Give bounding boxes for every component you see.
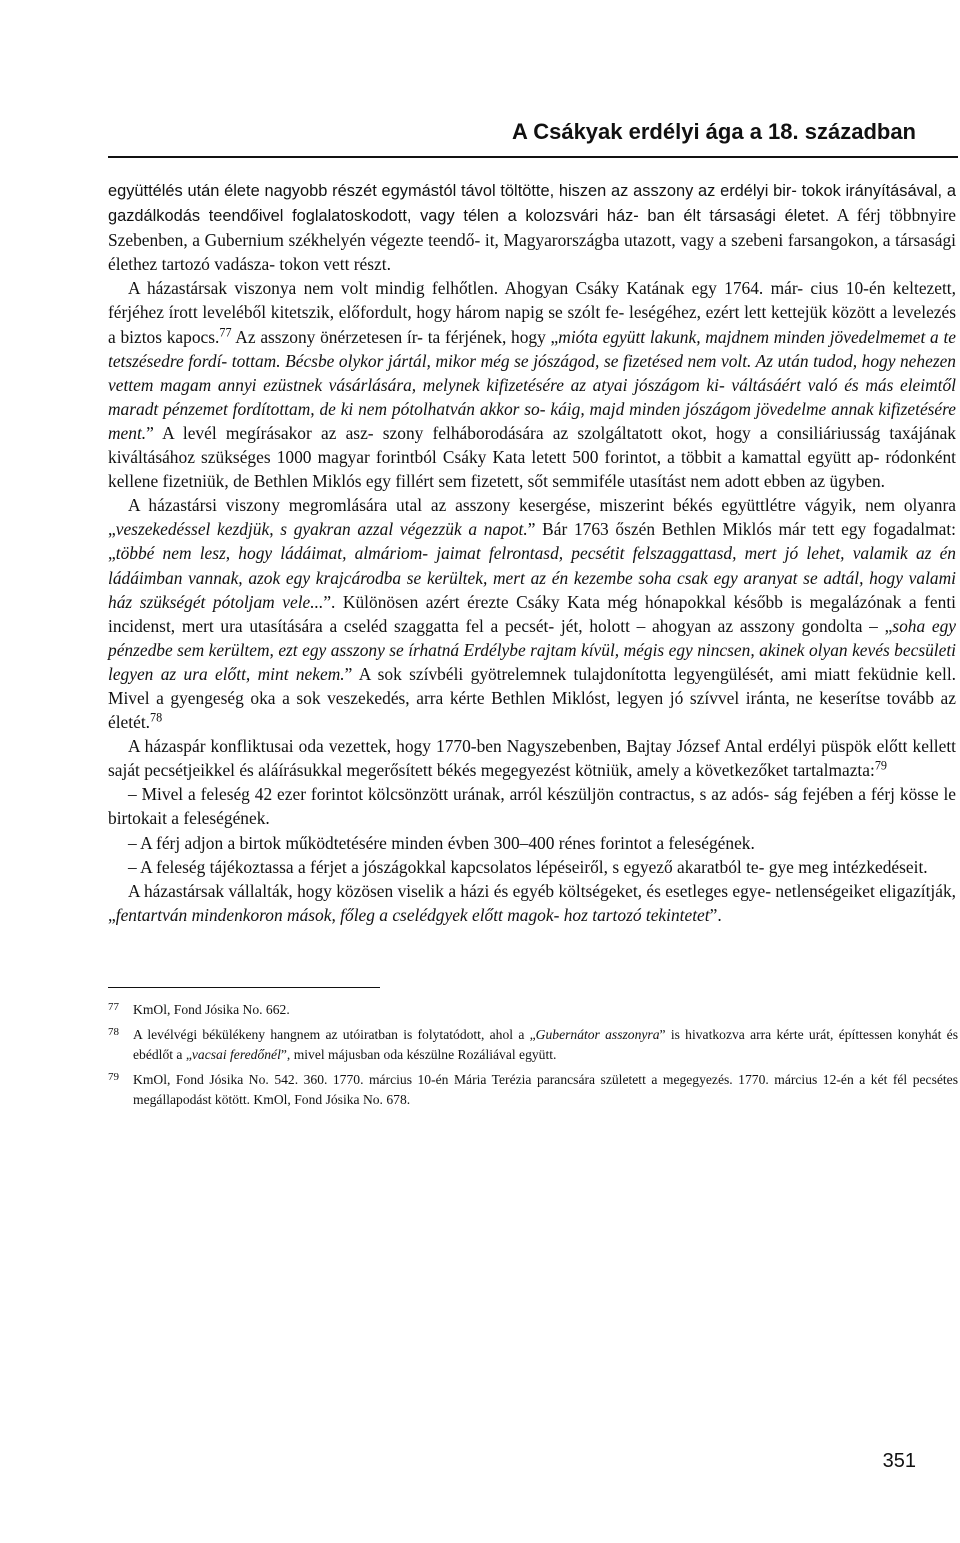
footnote-78-text-b: ” is hivatkozva arra kérte urát, építtessen konyhát és ebédlőt a „ <box>133 1027 958 1062</box>
paragraph-3-text-c: ”. Különösen azért érezte Csáky Kata még hónapokkal később is megalázónak a fenti incidenst, mert ura utasítására a cseléd szaggatta fel a pecsét- jét, holott – ahogyan az asszony gondolta – „ <box>108 591 956 636</box>
paragraph-3-text-a: A házastársi viszony megromlására utal az asszony kesergése, miszerint békés együttlétre vágyik, nem olyanra „ <box>108 495 956 540</box>
paragraph-4 <box>108 734 956 782</box>
footnote-text <box>133 1025 958 1065</box>
paragraph-8-text-b: ”. <box>709 904 722 925</box>
list-item-3: – A feleség tájékoztassa a férjet a jószágokkal kapcsolatos lépéseiről, s egyező akaratból te- gye meg intézkedéseit. <box>128 856 928 877</box>
paragraph-8-text-a: A házastársak vállalták, hogy közösen viselik a házi és egyéb költségeket, és esetleges egye- netlenségeiket eligazítják, „ <box>108 880 956 925</box>
quote-letter-3: többé nem lesz, hogy ládáimat, almáriom- jaimat felrontasd, pecsétit felszaggattasd, mert jó lehet, valamik az én ládáimban vannak, azok egy krajcárodba se kerültek, mert az én kezembe soha csak egy aranyat se adtál, hogy valami ház szükségét pótoljam vele... <box>108 543 956 612</box>
quote-letter-1: mióta együtt lakunk, majdnem minden jövedelmemet a te tetszésedre fordí- tottam. Bécsbe olykor jártál, mikor még se jószágod, se fizetésed nem volt. Az után tudod, hogy nehezen vettem magam annyi ezüstnek vásárlására, melynek kifizetésére az atyai jószágom ki- váltásáért való és más eleimtől maradt pénzemet fordítottam, de ki nem pótolhatván akkor so- káig, majd minden jószágom jövedelme annak kifizetésére ment. <box>108 326 957 443</box>
paragraph-8 <box>108 879 956 927</box>
paragraph-4-text: A házaspár konfliktusai oda vezettek, hogy 1770-ben Nagyszebenben, Bajtay József Antal erdélyi püspök előtt kellett saját pecsétjeikkel és aláírásukkal megerősített békés megegyezést kötniük, amely a következőket tartalmazta: <box>108 736 956 781</box>
paragraph-1-text-b: A férj többnyire Szebenben, a Gubernium székhelyén végezte teendő- it, Magyarországba utazott, vagy a szebeni farsangokon, a társasági élethez tartozó vadásza- tokon vett részt. <box>108 205 956 275</box>
footnote-ref-77: 77 <box>219 324 232 339</box>
footnote-79 <box>108 1070 958 1110</box>
footnote-number-77: 77 <box>108 1001 119 1014</box>
header-rule <box>108 156 958 158</box>
footnote-number <box>108 1025 133 1065</box>
list-item-1: – Mivel a feleség 42 ezer forintot kölcsönzött urának, arról készüljön contractus, s az adós- ság fejében a férj kösse le birtokait a feleségének. <box>108 784 956 829</box>
paragraph-2 <box>108 276 956 493</box>
paragraph-3 <box>108 493 956 734</box>
footnote-78-text-c: ”, mivel májusban oda készülne Rozáliával együtt. <box>280 1047 557 1062</box>
footnote-ref-79: 79 <box>874 758 887 773</box>
paragraph-2-text-a: A házastársak viszonya nem volt mindig felhőtlen. Ahogyan Csáky Katának egy 1764. már- cius 10-én keltezett, férjéhez írott leveléből kitetszik, előfordult, hogy három napig se szólt fe- leségéhez, ezért lett kettejük között a levelezés a biztos kapocs. <box>108 278 956 347</box>
footnote-78-text-a: A levélvégi békülékeny hangnem az utóiratban is folytatódott, ahol a „ <box>133 1027 536 1042</box>
footnote-77 <box>108 1000 958 1020</box>
footnote-ref-78: 78 <box>150 710 163 725</box>
footnote-text: KmOl, Fond Jósika No. 542. 360. 1770. március 10-én Mária Terézia parancsára született a megegyezés. 1770. március 12-én a két fél pecsétes megállapodást kötött. KmOl, Fond Jósika No. 678. <box>133 1072 958 1107</box>
footnote-78 <box>108 1025 958 1065</box>
footnote-rule <box>108 987 380 988</box>
footnote-number <box>108 1070 133 1110</box>
paragraph-3-text-b: ” Bár 1763 őszén Bethlen Miklós már tett egy fogadalmat: „ <box>108 519 956 564</box>
quote-letter-4: soha egy pénzedbe sem kerültem, ezt egy asszony se írhatná Erdélybe rajtam kívül, mégis egy nincsen, akinek olyan kevés becsületi legyen az ura előtt, mint nekem. <box>108 615 956 684</box>
footnote-78-quote-b: vacsai feredőnél <box>191 1047 281 1062</box>
paragraph-2-text-b: Az asszony önérzetesen ír- ta férjének, hogy „ <box>231 326 559 347</box>
body-text <box>108 178 956 927</box>
running-header-title: A Csákyak erdélyi ága a 18. században <box>512 119 916 144</box>
paragraph-3-text-d: ” A sok szívbéli gyötrelemnek tulajdonította legyengülését, ami miatt feküdnie kell. Mivel a gyengeség oka a sok veszekedés, arra kérte Bethlen Miklóst, legyen jó szívvel iránta, ne keserítse tovább az életét. <box>108 663 957 733</box>
quote-letter-2: veszekedéssel kezdjük, s gyakran azzal végezzük a napot. <box>115 519 528 540</box>
paragraph-1 <box>108 178 956 276</box>
page-number: 351 <box>882 1450 916 1472</box>
paragraph-2-text-c: ” A levél megírásakor az asz- szony felháborodására az szolgáltatott okot, hogy a consiliáriusság taxájának kiváltásához szükséges 1000 magyar forintból Csáky Kata letett 500 forintot, a többit a kamattal együtt ap- ródonként kellene fizetniük, de Bethlen Miklós egy fillért sem fizetett, sőt semmiféle utasítást nem adott ebben az ügyben. <box>108 422 956 492</box>
footnotes <box>108 1000 958 1115</box>
footnote-number <box>108 1000 133 1020</box>
quote-agreement: fentartván mindenkoron mások, főleg a cselédgyek előtt magok- hoz tartozó tekintetet <box>115 904 710 925</box>
footnote-number-78: 78 <box>108 1026 119 1039</box>
footnote-number-79: 79 <box>108 1071 119 1084</box>
footnote-text: KmOl, Fond Jósika No. 662. <box>133 1002 290 1017</box>
footnote-78-quote-a: Gubernátor asszonyra <box>535 1027 660 1042</box>
paragraph-1-text-a: együttélés után élete nagyobb részét egymástól távol töltötte, hiszen az asszony az erdélyi bir- tokok irányításával, a gazdálkodás teendőivel foglalatoskodott, vagy télen a kolozsvári ház- ban élt társasági életet. <box>108 182 956 226</box>
list-item-2: – A férj adjon a birtok működtetésére minden évben 300–400 rénes forintot a feleségének. <box>128 832 755 853</box>
